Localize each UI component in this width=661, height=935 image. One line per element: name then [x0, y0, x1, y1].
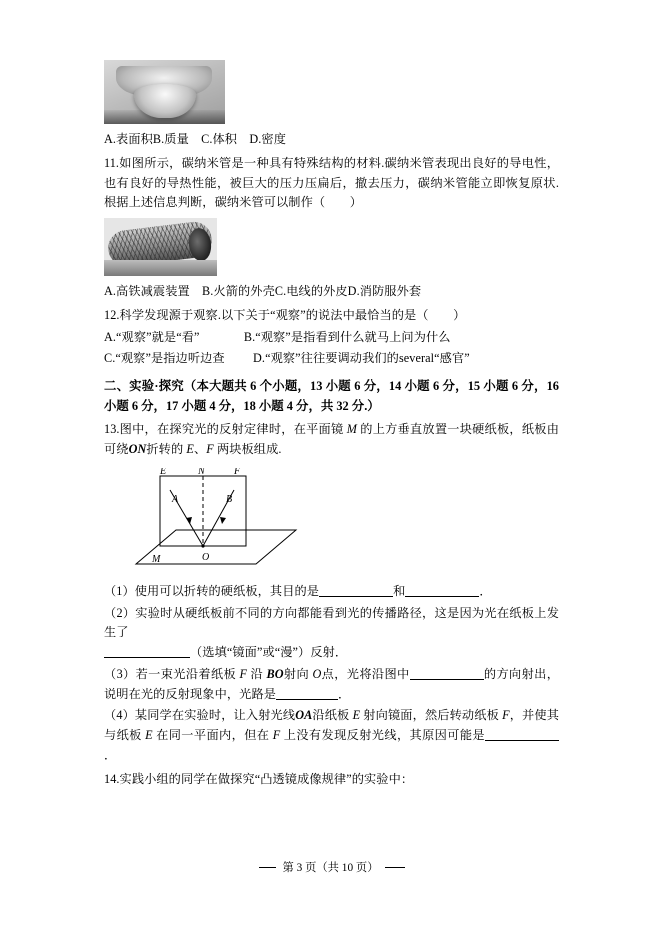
question-11-stem: 11.如图所示，碳纳米管是一种具有特殊结构的材料.碳纳米管表现出良好的导电性，也有良好的导热性能，被巨大的压力压扁后，撤去压力，碳纳米管能立即恢复原状.根据上述信息判断，碳纳米管可以制作（ ）: [104, 155, 559, 210]
question-13-stem: [104, 420, 559, 460]
q13-1-text-c: ．: [479, 583, 492, 598]
q13-4-text-d: ，并使其与纸板: [104, 708, 559, 743]
reflection-experiment-figure: [104, 468, 559, 574]
q13-4-symbol-f: F: [502, 708, 510, 723]
q13-2-text-a: （2）实验时从硬纸板前不同的方向都能看到光的传播路径，这是因为光在纸板上发生了: [104, 605, 559, 640]
question-12-option-d: D.“观察”往往要调动我们的several“感官”: [253, 351, 470, 366]
page-content: [104, 60, 559, 792]
question-13-sub-3: [104, 665, 559, 705]
q13-4-text-a: （4）某同学在实验时，让入射光线: [104, 708, 296, 723]
q13-4-text-b: 沿纸板: [312, 708, 353, 723]
q13-4-text-i: ．: [104, 747, 117, 762]
q13-text-4: 、: [193, 442, 207, 457]
svg-text:N: N: [198, 467, 205, 477]
question-12-option-b: B.“观察”是指看到什么就马上问为什么: [243, 329, 451, 344]
answer-blank[interactable]: [276, 687, 338, 700]
svg-text:O: O: [202, 551, 210, 563]
q13-4-symbol-e2: E: [145, 728, 153, 743]
mortar-and-pestle-photo: [104, 60, 225, 124]
svg-text:F: F: [234, 467, 241, 477]
answer-blank[interactable]: [410, 667, 484, 680]
q13-3-symbol-f: F: [239, 666, 248, 681]
question-13-sub-2: [104, 604, 559, 663]
question-12-option-c: C.“观察”是指边听边查: [104, 351, 225, 366]
q13-symbol-e: E: [186, 442, 194, 457]
q13-text-3: 折转的: [146, 442, 187, 457]
q13-symbol-on: ON: [128, 442, 147, 457]
question-13-sub-4: [104, 706, 559, 765]
q13-4-symbol-oa: OA: [295, 708, 313, 723]
q13-1-text-a: （1）使用可以折转的硬纸板，其目的是: [104, 583, 320, 598]
q13-symbol-f: F: [206, 442, 214, 457]
svg-text:A: A: [172, 493, 179, 505]
q13-3-text-b: 沿: [247, 666, 267, 681]
photo-shadow: [104, 110, 225, 124]
question-12-option-a: A.“观察”就是“看”: [104, 329, 200, 344]
answer-blank[interactable]: [405, 584, 479, 597]
q13-3-text-f: ．: [338, 686, 351, 701]
q13-4-symbol-f2: F: [272, 728, 281, 743]
svg-text:M: M: [152, 553, 161, 565]
q13-4-text-f: 在同一平面内，但在: [152, 728, 273, 743]
q13-text-2: 的上方垂直放置一块硬纸板，纸板由可绕: [104, 422, 559, 457]
page-footer: [0, 858, 661, 876]
q13-4-symbol-e: E: [352, 708, 361, 723]
question-12-stem: 12.科学发现源于观察.以下关于“观察”的说法中最恰当的是（ ）: [104, 307, 466, 322]
q13-3-symbol-o: O: [312, 666, 322, 681]
q13-3-text-c: 射向: [283, 666, 313, 681]
svg-text:E: E: [160, 467, 167, 477]
q13-text-5: 两块板组成.: [213, 442, 282, 457]
q13-3-text-d: 点，光将沿图中: [321, 666, 410, 681]
figure-canvas: [130, 468, 310, 579]
question-12-options-row2: [104, 349, 559, 369]
carbon-nanotube-photo: [104, 218, 217, 276]
question-11-options: A.高铁减震装置 B.火箭的外壳C.电线的外皮D.消防服外套: [104, 284, 422, 299]
svg-text:B: B: [226, 493, 233, 505]
question-10-options: A.表面积B.质量 C.体积 D.密度: [104, 132, 287, 146]
q13-4-text-h: 上没有发现反射光线，其原因可能是: [280, 728, 485, 743]
answer-blank[interactable]: [104, 646, 190, 659]
photo-ground: [104, 260, 217, 276]
q13-2-text-b: （选填“镜面”或“漫”）反射．: [190, 645, 348, 660]
q13-symbol-m: M: [346, 422, 357, 437]
q13-3-text-e: 的方向射出，说明在光的反射现象中，光路是: [104, 666, 559, 701]
answer-blank[interactable]: [485, 729, 559, 742]
question-12-options-row1: [104, 328, 559, 348]
question-14-stem: 14.实践小组的同学在做探究“凸透镜成像规律”的实验中：: [104, 771, 414, 786]
q13-4-text-c: 射向镜面，然后转动纸板: [360, 708, 503, 723]
page-number: 第 3 页（共 10 页）: [276, 859, 384, 875]
q13-text-1: 13.图中，在探究光的反射定律时，在平面镜: [104, 422, 347, 437]
q13-1-text-b: 和: [393, 583, 406, 598]
q13-3-symbol-bo: BO: [266, 666, 284, 681]
q13-3-text-a: （3）若一束光沿着纸板: [104, 666, 240, 681]
section-2-heading: 二、实验·探究（本大题共 6 个小题，13 小题 6 分，14 小题 6 分，15 小题 6 分，16 小题 6 分，17 小题 4 分，18 小题 4 分，共 32 分.）: [104, 379, 559, 414]
answer-blank[interactable]: [319, 584, 393, 597]
question-13-sub-1: [104, 582, 559, 602]
